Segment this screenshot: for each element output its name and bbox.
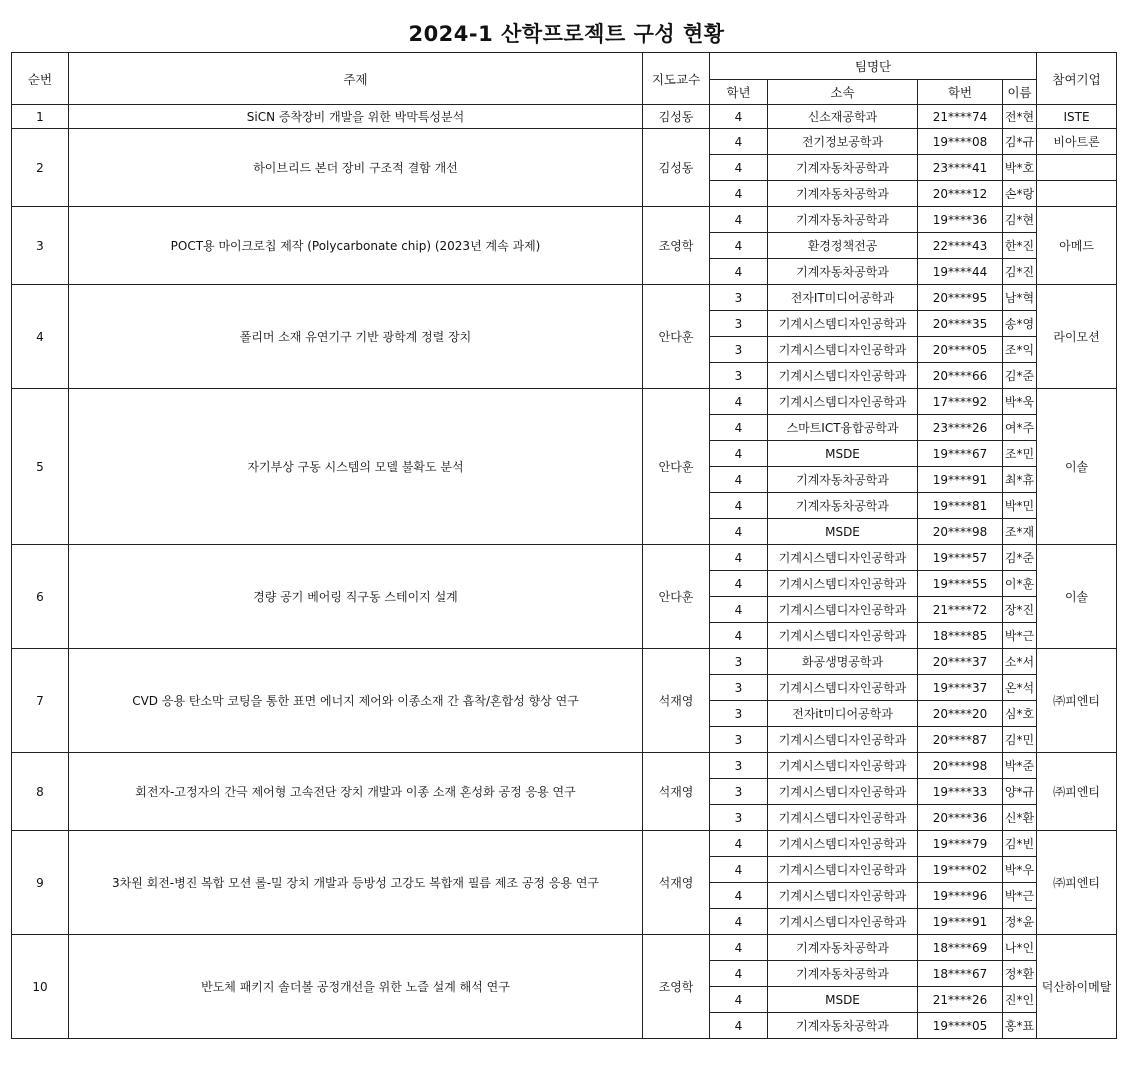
header-student-id: 학번 [918,80,1003,105]
table-row [12,545,1117,571]
member-dept: 기계시스템디자인공학과 [768,675,918,701]
member-student-id: 19****91 [918,909,1003,935]
member-name: 심*호 [1003,701,1037,727]
member-dept: 기계자동차공학과 [768,467,918,493]
project-topic: 경량 공기 베어링 직구동 스테이지 설계 [69,545,643,649]
member-dept: 기계시스템디자인공학과 [768,337,918,363]
member-grade: 3 [710,337,768,363]
member-student-id: 19****37 [918,675,1003,701]
project-company: 이솔 [1037,545,1117,649]
project-company: ㈜피엔티 [1037,753,1117,831]
project-advisor: 안다훈 [643,545,710,649]
header-grade: 학년 [710,80,768,105]
member-student-id: 20****95 [918,285,1003,311]
member-grade: 3 [710,363,768,389]
member-name: 박*준 [1003,753,1037,779]
table-row [12,129,1117,155]
member-student-id: 19****96 [918,883,1003,909]
member-dept: 전자IT미디어공학과 [768,285,918,311]
project-company: 이솔 [1037,389,1117,545]
member-dept: 신소재공학과 [768,105,918,129]
project-company: ㈜피엔티 [1037,831,1117,935]
table-row [12,389,1117,415]
project-topic: 하이브리드 본더 장비 구조적 결함 개선 [69,129,643,207]
project-topic: POCT용 마이크로칩 제작 (Polycarbonate chip) (2023년 계속 과제) [69,207,643,285]
project-no: 2 [12,129,69,207]
member-student-id: 20****12 [918,181,1003,207]
project-topic: 폴리머 소재 유연기구 기반 광학계 정렬 장치 [69,285,643,389]
member-name: 최*휴 [1003,467,1037,493]
member-name: 온*석 [1003,675,1037,701]
project-topic: 회전자-고정자의 간극 제어형 고속전단 장치 개발과 이종 소재 혼성화 공정 응용 연구 [69,753,643,831]
project-advisor: 김성동 [643,105,710,129]
project-company: ISTE [1037,105,1117,129]
member-grade: 4 [710,571,768,597]
project-company: ㈜피엔티 [1037,649,1117,753]
project-topic: SiCN 증착장비 개발을 위한 박막특성분석 [69,105,643,129]
member-dept: MSDE [768,987,918,1013]
member-student-id: 21****26 [918,987,1003,1013]
table-row [12,649,1117,675]
project-no: 8 [12,753,69,831]
header-advisor: 지도교수 [643,53,710,105]
member-student-id: 21****74 [918,105,1003,129]
member-name: 박*호 [1003,155,1037,181]
member-dept: 기계시스템디자인공학과 [768,363,918,389]
member-name: 조*재 [1003,519,1037,545]
member-student-id: 20****35 [918,311,1003,337]
project-topic: 반도체 패키지 솔더볼 공정개선을 위한 노즐 설계 해석 연구 [69,935,643,1039]
member-grade: 4 [710,415,768,441]
member-dept: 기계시스템디자인공학과 [768,883,918,909]
project-advisor: 안다훈 [643,285,710,389]
member-name: 여*주 [1003,415,1037,441]
member-grade: 3 [710,753,768,779]
member-name: 이*훈 [1003,571,1037,597]
table-row [12,753,1117,779]
member-grade: 4 [710,467,768,493]
project-company-empty [1037,155,1117,181]
member-student-id: 19****79 [918,831,1003,857]
member-name: 조*민 [1003,441,1037,467]
member-dept: 스마트ICT융합공학과 [768,415,918,441]
member-name: 한*진 [1003,233,1037,259]
member-name: 김*빈 [1003,831,1037,857]
member-student-id: 19****44 [918,259,1003,285]
member-grade: 4 [710,1013,768,1039]
member-grade: 4 [710,519,768,545]
member-grade: 4 [710,259,768,285]
member-dept: 화공생명공학과 [768,649,918,675]
member-dept: 기계시스템디자인공학과 [768,623,918,649]
member-name: 소*서 [1003,649,1037,675]
project-company: 라이모션 [1037,285,1117,389]
member-student-id: 19****91 [918,467,1003,493]
member-grade: 4 [710,545,768,571]
project-company: 비아트론 [1037,129,1117,155]
member-dept: 기계시스템디자인공학과 [768,831,918,857]
project-no: 1 [12,105,69,129]
member-grade: 3 [710,727,768,753]
member-grade: 4 [710,961,768,987]
member-name: 김*준 [1003,545,1037,571]
header-company: 참여기업 [1037,53,1117,105]
member-student-id: 20****98 [918,753,1003,779]
member-dept: 기계자동차공학과 [768,207,918,233]
member-dept: 전기정보공학과 [768,129,918,155]
member-student-id: 20****05 [918,337,1003,363]
member-grade: 4 [710,181,768,207]
member-grade: 3 [710,779,768,805]
member-student-id: 19****05 [918,1013,1003,1039]
member-name: 김*준 [1003,363,1037,389]
member-grade: 4 [710,909,768,935]
member-name: 전*현 [1003,105,1037,129]
member-dept: 전자it미디어공학과 [768,701,918,727]
header-name: 이름 [1003,80,1037,105]
member-student-id: 23****41 [918,155,1003,181]
member-grade: 4 [710,597,768,623]
project-topic: CVD 응용 탄소막 코팅을 통한 표면 에너지 제어와 이종소재 간 흡착/혼합성 향상 연구 [69,649,643,753]
member-name: 박*민 [1003,493,1037,519]
member-dept: 기계시스템디자인공학과 [768,597,918,623]
member-student-id: 19****67 [918,441,1003,467]
member-student-id: 17****92 [918,389,1003,415]
project-advisor: 김성동 [643,129,710,207]
member-dept: 기계시스템디자인공학과 [768,909,918,935]
member-name: 정*환 [1003,961,1037,987]
table-row [12,935,1117,961]
member-dept: 기계시스템디자인공학과 [768,545,918,571]
project-no: 10 [12,935,69,1039]
project-no: 5 [12,389,69,545]
member-dept: 기계시스템디자인공학과 [768,389,918,415]
member-student-id: 20****98 [918,519,1003,545]
member-dept: 기계시스템디자인공학과 [768,753,918,779]
member-name: 김*현 [1003,207,1037,233]
member-name: 양*규 [1003,779,1037,805]
project-topic: 자기부상 구동 시스템의 모델 불확도 분석 [69,389,643,545]
member-dept: 기계자동차공학과 [768,961,918,987]
project-no: 4 [12,285,69,389]
member-dept: 기계시스템디자인공학과 [768,311,918,337]
table-row [12,207,1117,233]
project-topic: 3차원 회전-병진 복합 모션 롤-밀 장치 개발과 등방성 고강도 복합재 필름 제조 공정 응용 연구 [69,831,643,935]
member-grade: 4 [710,493,768,519]
member-student-id: 18****69 [918,935,1003,961]
table-row [12,831,1117,857]
member-name: 조*익 [1003,337,1037,363]
project-advisor: 조영학 [643,207,710,285]
table-row [12,105,1117,129]
member-dept: 기계시스템디자인공학과 [768,571,918,597]
member-student-id: 20****36 [918,805,1003,831]
member-grade: 4 [710,987,768,1013]
member-student-id: 18****67 [918,961,1003,987]
member-name: 김*민 [1003,727,1037,753]
member-dept: 기계시스템디자인공학과 [768,727,918,753]
member-dept: MSDE [768,441,918,467]
project-company-empty [1037,181,1117,207]
member-student-id: 19****55 [918,571,1003,597]
member-name: 박*근 [1003,883,1037,909]
member-grade: 4 [710,441,768,467]
member-student-id: 20****20 [918,701,1003,727]
member-student-id: 20****87 [918,727,1003,753]
member-grade: 4 [710,857,768,883]
member-student-id: 19****33 [918,779,1003,805]
project-table [11,52,1117,1039]
member-grade: 4 [710,233,768,259]
member-student-id: 19****02 [918,857,1003,883]
member-grade: 3 [710,805,768,831]
member-student-id: 19****57 [918,545,1003,571]
member-dept: 기계자동차공학과 [768,1013,918,1039]
member-student-id: 18****85 [918,623,1003,649]
member-dept: 기계자동차공학과 [768,181,918,207]
member-name: 박*근 [1003,623,1037,649]
table-body [12,105,1117,1039]
member-grade: 3 [710,675,768,701]
member-student-id: 20****66 [918,363,1003,389]
member-grade: 4 [710,105,768,129]
header-dept: 소속 [768,80,918,105]
project-advisor: 석재영 [643,649,710,753]
member-name: 진*인 [1003,987,1037,1013]
member-name: 나*인 [1003,935,1037,961]
member-grade: 4 [710,389,768,415]
member-name: 김*규 [1003,129,1037,155]
project-no: 6 [12,545,69,649]
member-student-id: 23****26 [918,415,1003,441]
member-dept: 기계자동차공학과 [768,259,918,285]
page-title: 2024-1 산학프로젝트 구성 현황 [408,22,725,46]
member-dept: 기계자동차공학과 [768,493,918,519]
member-student-id: 19****08 [918,129,1003,155]
member-grade: 4 [710,831,768,857]
member-dept: 기계자동차공학과 [768,935,918,961]
member-name: 정*윤 [1003,909,1037,935]
member-name: 송*영 [1003,311,1037,337]
member-grade: 3 [710,649,768,675]
project-advisor: 조영학 [643,935,710,1039]
member-grade: 4 [710,623,768,649]
member-grade: 4 [710,129,768,155]
member-dept: 환경정책전공 [768,233,918,259]
member-name: 김*진 [1003,259,1037,285]
project-no: 3 [12,207,69,285]
table-row [12,285,1117,311]
member-grade: 4 [710,935,768,961]
project-advisor: 안다훈 [643,389,710,545]
member-student-id: 22****43 [918,233,1003,259]
member-dept: 기계시스템디자인공학과 [768,857,918,883]
project-company: 아메드 [1037,207,1117,285]
member-grade: 4 [710,155,768,181]
member-student-id: 19****36 [918,207,1003,233]
project-no: 9 [12,831,69,935]
table-header [12,53,1117,105]
member-dept: 기계시스템디자인공학과 [768,805,918,831]
project-advisor: 석재영 [643,753,710,831]
member-dept: 기계자동차공학과 [768,155,918,181]
project-no: 7 [12,649,69,753]
member-name: 신*환 [1003,805,1037,831]
member-student-id: 19****81 [918,493,1003,519]
member-name: 남*혁 [1003,285,1037,311]
member-dept: 기계시스템디자인공학과 [768,779,918,805]
member-grade: 3 [710,701,768,727]
member-grade: 3 [710,311,768,337]
project-advisor: 석재영 [643,831,710,935]
member-name: 손*랑 [1003,181,1037,207]
header-no: 순번 [12,53,69,105]
member-student-id: 21****72 [918,597,1003,623]
member-grade: 4 [710,883,768,909]
member-name: 장*진 [1003,597,1037,623]
member-name: 박*욱 [1003,389,1037,415]
member-student-id: 20****37 [918,649,1003,675]
project-company: 덕산하이메탈 [1037,935,1117,1039]
member-name: 박*우 [1003,857,1037,883]
member-dept: MSDE [768,519,918,545]
member-grade: 3 [710,285,768,311]
member-name: 홍*표 [1003,1013,1037,1039]
header-topic: 주제 [69,53,643,105]
header-team: 팀명단 [710,53,1037,80]
member-grade: 4 [710,207,768,233]
